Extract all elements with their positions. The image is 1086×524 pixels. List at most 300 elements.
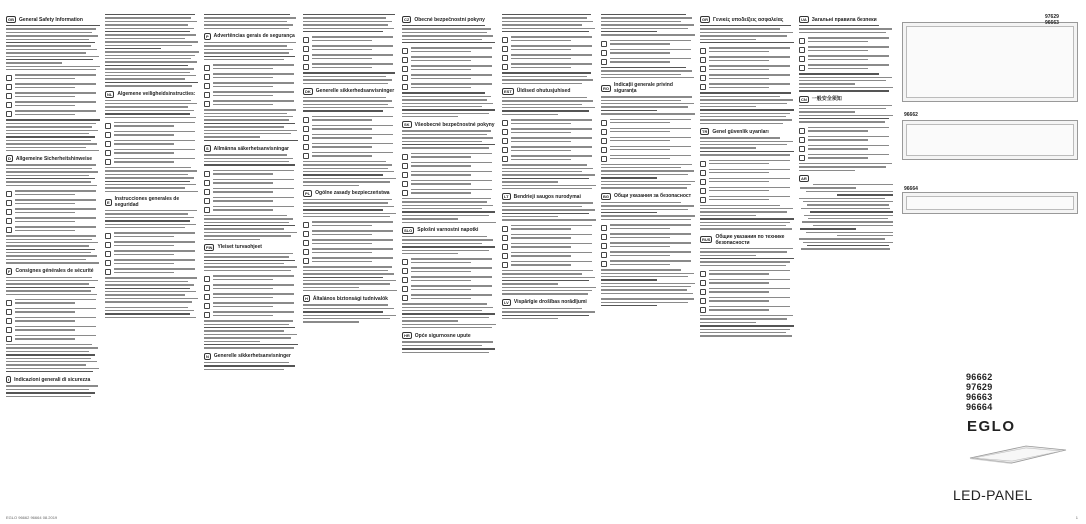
bullet-text-lines xyxy=(610,119,695,126)
section-heading xyxy=(601,193,695,200)
safety-class-item xyxy=(402,47,496,54)
safety-class-item xyxy=(700,83,794,90)
body-text-lines xyxy=(700,25,794,43)
safety-class-item xyxy=(6,226,100,233)
section-title: Γενικές υποδείξεις ασφαλείας xyxy=(713,16,784,23)
bullet-text-lines xyxy=(213,206,298,213)
section-title: Ogólne zasady bezpieczeństwa xyxy=(315,190,390,197)
protection-class-icon xyxy=(799,155,805,161)
safety-class-item xyxy=(700,279,794,286)
section-heading xyxy=(402,227,496,234)
body-text-lines xyxy=(601,14,695,36)
protection-class-icon xyxy=(601,129,607,135)
protection-class-icon xyxy=(700,298,706,304)
safety-class-item xyxy=(601,224,695,231)
protection-class-icon xyxy=(601,252,607,258)
section-title: 一般安全须知 xyxy=(811,96,842,103)
body-text-lines xyxy=(601,202,695,220)
safety-class-item xyxy=(502,54,596,61)
protection-class-icon xyxy=(204,83,210,89)
bullet-text-lines xyxy=(15,101,100,108)
manual-section xyxy=(105,14,199,87)
section-title: Consignes générales de sécurité xyxy=(15,268,94,275)
section-title: Splošni varnostni napotki xyxy=(417,227,479,234)
safety-class-item xyxy=(105,259,199,266)
bullet-text-lines xyxy=(610,58,695,65)
safety-class-item xyxy=(799,145,893,152)
language-code-badge: TR xyxy=(702,129,708,135)
protection-class-icon xyxy=(204,312,210,318)
bullet-text-lines xyxy=(411,276,496,283)
body-text-lines xyxy=(402,130,496,148)
bullet-text-lines xyxy=(511,54,596,61)
bullet-text-lines xyxy=(610,49,695,56)
protection-class-icon xyxy=(6,318,12,324)
body-text-lines xyxy=(402,236,496,254)
safety-class-item xyxy=(700,288,794,295)
protection-class-icon xyxy=(6,75,12,81)
protection-class-icon xyxy=(204,65,210,71)
text-column xyxy=(700,14,794,510)
bullet-text-lines xyxy=(610,242,695,249)
body-text-lines xyxy=(303,14,397,32)
section-title: Üldised ohutusjuhised xyxy=(516,88,571,95)
protection-class-icon xyxy=(799,65,805,71)
safety-class-item xyxy=(502,45,596,52)
language-code-badge: FIN xyxy=(206,244,213,250)
bullet-text-lines xyxy=(213,311,298,318)
manual-section xyxy=(601,82,695,188)
body-text-lines xyxy=(204,253,298,271)
bullet-text-lines xyxy=(808,136,893,143)
manual-section xyxy=(105,91,199,192)
bullet-text-lines xyxy=(213,302,298,309)
protection-class-icon xyxy=(601,147,607,153)
safety-class-item xyxy=(204,170,298,177)
bullet-text-lines xyxy=(511,63,596,70)
body-text-lines xyxy=(700,315,794,337)
bullet-text-lines xyxy=(213,73,298,80)
body-text-lines xyxy=(502,14,596,32)
bullet-text-lines xyxy=(610,224,695,231)
bullet-text-lines xyxy=(114,259,199,266)
body-text-lines xyxy=(601,164,695,189)
bullet-text-lines xyxy=(511,225,596,232)
protection-class-icon xyxy=(402,295,408,301)
language-code-badge: P xyxy=(206,33,209,39)
body-text-lines xyxy=(402,303,496,328)
body-text-lines xyxy=(204,215,298,240)
protection-class-icon xyxy=(402,48,408,54)
bullet-text-lines xyxy=(709,288,794,295)
section-title: Allgemeine Sicherheitshinweise xyxy=(15,155,93,162)
manual-section xyxy=(402,16,496,117)
text-column xyxy=(402,14,496,510)
section-heading xyxy=(204,145,298,152)
bullet-text-lines xyxy=(114,232,199,239)
body-text-lines xyxy=(204,14,298,29)
protection-class-icon xyxy=(6,111,12,117)
protection-class-icon xyxy=(204,189,210,195)
text-column xyxy=(6,14,100,510)
protection-class-icon xyxy=(204,180,210,186)
protection-class-icon xyxy=(799,137,805,143)
protection-class-icon xyxy=(502,226,508,232)
body-text-lines xyxy=(601,67,695,79)
section-title: Všeobecné bezpečnostné pokyny xyxy=(414,121,495,128)
bullet-text-lines xyxy=(411,267,496,274)
safety-class-item xyxy=(402,267,496,274)
safety-class-item xyxy=(303,54,397,61)
safety-class-item xyxy=(700,160,794,167)
bullet-text-lines xyxy=(411,285,496,292)
safety-class-item xyxy=(303,134,397,141)
protection-class-icon xyxy=(700,48,706,54)
body-text-lines xyxy=(204,42,298,60)
language-code-badge: I xyxy=(8,377,10,383)
safety-class-item xyxy=(6,74,100,81)
protection-class-icon xyxy=(303,258,309,264)
safety-class-item xyxy=(204,293,298,300)
safety-class-item xyxy=(799,46,893,53)
bullet-text-lines xyxy=(114,122,199,129)
manual-section xyxy=(6,155,100,263)
bullet-text-lines xyxy=(312,257,397,264)
safety-class-item xyxy=(105,140,199,147)
protection-class-icon xyxy=(303,153,309,159)
bullet-text-lines xyxy=(709,306,794,313)
safety-class-item xyxy=(402,180,496,187)
body-text-lines xyxy=(105,277,199,302)
safety-class-item xyxy=(502,119,596,126)
protection-class-icon xyxy=(105,150,111,156)
protection-class-icon xyxy=(105,242,111,248)
safety-class-item xyxy=(700,65,794,72)
body-text-lines xyxy=(204,109,298,141)
section-title: Indicazioni generali di sicurezza xyxy=(14,376,91,383)
section-heading xyxy=(502,88,596,95)
safety-class-item xyxy=(303,45,397,52)
protection-class-icon xyxy=(502,235,508,241)
bullet-text-lines xyxy=(312,221,397,228)
bullet-text-lines xyxy=(312,230,397,237)
protection-class-icon xyxy=(204,294,210,300)
safety-class-item xyxy=(402,83,496,90)
figure-model-number: 96662 xyxy=(904,112,918,118)
protection-class-icon xyxy=(303,240,309,246)
body-text-lines xyxy=(402,198,496,223)
section-title: Advertências gerais de segurança xyxy=(213,33,295,40)
bullet-text-lines xyxy=(213,188,298,195)
protection-class-icon xyxy=(502,120,508,126)
manual-section xyxy=(601,14,695,78)
model-list xyxy=(966,372,993,412)
bullet-text-lines xyxy=(411,189,496,196)
bullet-text-lines xyxy=(411,153,496,160)
protection-class-icon xyxy=(700,170,706,176)
protection-class-icon xyxy=(601,243,607,249)
bullet-text-lines xyxy=(808,37,893,44)
bullet-text-lines xyxy=(15,92,100,99)
protection-class-icon xyxy=(502,253,508,259)
safety-class-item xyxy=(303,116,397,123)
manual-section xyxy=(502,193,596,294)
safety-class-item xyxy=(402,171,496,178)
section-title: Общи указания за безопасност xyxy=(614,193,692,200)
safety-class-item xyxy=(204,188,298,195)
protection-class-icon xyxy=(204,171,210,177)
protection-class-icon xyxy=(6,93,12,99)
body-text-lines xyxy=(303,199,397,217)
bullet-text-lines xyxy=(213,100,298,107)
protection-class-icon xyxy=(303,222,309,228)
safety-class-item xyxy=(601,146,695,153)
manual-section xyxy=(502,299,596,320)
body-text-lines xyxy=(402,341,496,353)
bullet-text-lines xyxy=(511,119,596,126)
safety-class-item xyxy=(402,285,496,292)
safety-class-item xyxy=(502,225,596,232)
safety-class-item xyxy=(204,179,298,186)
safety-class-item xyxy=(204,82,298,89)
safety-class-item xyxy=(502,155,596,162)
body-text-lines xyxy=(502,202,596,220)
figure-model-number: 97629 xyxy=(1045,14,1059,20)
bullet-text-lines xyxy=(15,199,100,206)
safety-class-item xyxy=(204,275,298,282)
safety-class-item xyxy=(402,294,496,301)
safety-class-item xyxy=(799,64,893,71)
language-code-badge: CN xyxy=(801,96,807,102)
protection-class-icon xyxy=(204,285,210,291)
bullet-text-lines xyxy=(610,233,695,240)
safety-class-item xyxy=(402,65,496,72)
safety-class-item xyxy=(204,284,298,291)
language-code-badge: SK xyxy=(404,122,410,128)
manual-section xyxy=(402,227,496,328)
protection-class-icon xyxy=(6,309,12,315)
safety-class-item xyxy=(799,55,893,62)
manual-section xyxy=(303,295,397,322)
safety-class-item xyxy=(6,208,100,215)
panel-frame xyxy=(906,26,1074,98)
safety-class-item xyxy=(303,143,397,150)
safety-class-item xyxy=(303,221,397,228)
manual-section xyxy=(402,332,496,353)
bullet-text-lines xyxy=(411,162,496,169)
section-title: Általános biztonsági tudnivalók xyxy=(312,295,388,302)
bullet-text-lines xyxy=(808,46,893,53)
bullet-text-lines xyxy=(610,251,695,258)
bullet-text-lines xyxy=(312,239,397,246)
protection-class-icon xyxy=(502,262,508,268)
language-code-badge: GB xyxy=(8,17,14,22)
bullet-text-lines xyxy=(114,158,199,165)
safety-class-item xyxy=(402,258,496,265)
text-column xyxy=(799,14,893,510)
section-heading xyxy=(402,16,496,23)
language-code-badge: S xyxy=(206,146,209,152)
safety-class-item xyxy=(601,260,695,267)
section-heading xyxy=(700,16,794,23)
bullet-text-lines xyxy=(312,116,397,123)
bullet-text-lines xyxy=(610,260,695,267)
bullet-text-lines xyxy=(213,64,298,71)
safety-class-item xyxy=(700,169,794,176)
safety-class-item xyxy=(6,190,100,197)
safety-class-item xyxy=(601,58,695,65)
bullet-text-lines xyxy=(709,160,794,167)
protection-class-icon xyxy=(6,336,12,342)
text-column xyxy=(601,14,695,510)
protection-class-icon xyxy=(204,92,210,98)
body-text-lines xyxy=(502,164,596,189)
protection-class-icon xyxy=(700,57,706,63)
bullet-text-lines xyxy=(511,36,596,43)
bullet-text-lines xyxy=(15,335,100,342)
safety-class-item xyxy=(6,217,100,224)
protection-class-icon xyxy=(105,269,111,275)
bullet-text-lines xyxy=(709,297,794,304)
section-heading xyxy=(799,96,893,103)
bullet-text-lines xyxy=(808,55,893,62)
protection-class-icon xyxy=(700,84,706,90)
protection-class-icon xyxy=(303,135,309,141)
body-text-lines xyxy=(303,97,397,112)
language-code-badge: LV xyxy=(504,299,509,305)
safety-class-item xyxy=(6,83,100,90)
protection-class-icon xyxy=(303,126,309,132)
protection-class-icon xyxy=(700,289,706,295)
section-heading xyxy=(303,190,397,197)
safety-class-item xyxy=(105,122,199,129)
protection-class-icon xyxy=(700,75,706,81)
protection-class-icon xyxy=(402,259,408,265)
safety-class-item xyxy=(303,248,397,255)
protection-class-icon xyxy=(204,101,210,107)
safety-class-item xyxy=(799,154,893,161)
body-text-lines xyxy=(105,307,199,319)
section-title: Obecné bezpečnostní pokyny xyxy=(414,16,485,23)
language-code-badge: DK xyxy=(305,88,311,94)
safety-class-item xyxy=(105,158,199,165)
bullet-text-lines xyxy=(213,284,298,291)
protection-class-icon xyxy=(303,144,309,150)
protection-class-icon xyxy=(105,251,111,257)
bullet-text-lines xyxy=(15,317,100,324)
protection-class-icon xyxy=(402,84,408,90)
protection-class-icon xyxy=(601,234,607,240)
safety-class-item xyxy=(799,37,893,44)
safety-class-item xyxy=(799,136,893,143)
safety-class-item xyxy=(601,40,695,47)
protection-class-icon xyxy=(204,198,210,204)
led-panel-image xyxy=(966,442,1070,464)
safety-class-item xyxy=(601,233,695,240)
bullet-text-lines xyxy=(511,45,596,52)
safety-class-item xyxy=(601,155,695,162)
section-title: Загальні правила безпеки xyxy=(811,16,877,23)
manual-section xyxy=(601,298,695,306)
protection-class-icon xyxy=(799,128,805,134)
bullet-text-lines xyxy=(511,146,596,153)
protection-class-icon xyxy=(303,46,309,52)
body-text-lines xyxy=(303,304,397,322)
safety-class-item xyxy=(6,335,100,342)
bullet-text-lines xyxy=(511,137,596,144)
manual-section xyxy=(303,88,397,186)
protection-class-icon xyxy=(601,156,607,162)
safety-class-item xyxy=(204,311,298,318)
safety-class-item xyxy=(105,131,199,138)
manual-section xyxy=(105,196,199,302)
language-code-badge: F xyxy=(8,268,11,274)
bullet-text-lines xyxy=(114,140,199,147)
safety-class-item xyxy=(601,49,695,56)
body-text-lines xyxy=(700,92,794,124)
safety-class-item xyxy=(204,91,298,98)
text-column xyxy=(502,14,596,510)
bullet-text-lines xyxy=(15,308,100,315)
protection-class-icon xyxy=(700,280,706,286)
bullet-text-lines xyxy=(312,125,397,132)
protection-class-icon xyxy=(6,327,12,333)
section-heading xyxy=(402,121,496,128)
bullet-text-lines xyxy=(312,248,397,255)
safety-class-item xyxy=(700,297,794,304)
bullet-text-lines xyxy=(312,134,397,141)
figure-model-sub: 96663 xyxy=(1045,20,1059,26)
body-text-lines xyxy=(601,96,695,114)
language-code-badge: BG xyxy=(603,193,609,199)
manual-section xyxy=(204,14,298,29)
body-text-lines xyxy=(799,25,893,33)
manual-section xyxy=(303,190,397,291)
safety-class-item xyxy=(402,189,496,196)
protection-class-icon xyxy=(303,117,309,123)
text-column xyxy=(303,14,397,510)
safety-class-item xyxy=(502,146,596,153)
bullet-text-lines xyxy=(610,137,695,144)
safety-class-item xyxy=(204,64,298,71)
protection-class-icon xyxy=(6,200,12,206)
language-code-badge: SLO xyxy=(404,227,413,233)
protection-class-icon xyxy=(700,161,706,167)
safety-class-item xyxy=(502,252,596,259)
protection-class-icon xyxy=(105,260,111,266)
model-number: 96664 xyxy=(966,402,993,412)
section-title: Algemene veiligheidsinstructies: xyxy=(117,91,196,98)
text-column xyxy=(105,14,199,510)
safety-class-item xyxy=(700,178,794,185)
bullet-text-lines xyxy=(709,196,794,203)
bullet-text-lines xyxy=(411,47,496,54)
bullet-text-lines xyxy=(213,179,298,186)
body-text-lines xyxy=(105,167,199,192)
language-code-badge: GR xyxy=(702,17,708,22)
model-number: 96662 xyxy=(966,372,993,382)
protection-class-icon xyxy=(105,233,111,239)
protection-class-icon xyxy=(799,146,805,152)
protection-class-icon xyxy=(502,55,508,61)
safety-class-item xyxy=(700,74,794,81)
protection-class-icon xyxy=(601,59,607,65)
section-title: Indicații generale privind siguranța xyxy=(614,82,673,95)
manual-section xyxy=(799,16,893,92)
manual-section xyxy=(204,244,298,349)
manual-section xyxy=(6,376,100,397)
protection-class-icon xyxy=(303,64,309,70)
